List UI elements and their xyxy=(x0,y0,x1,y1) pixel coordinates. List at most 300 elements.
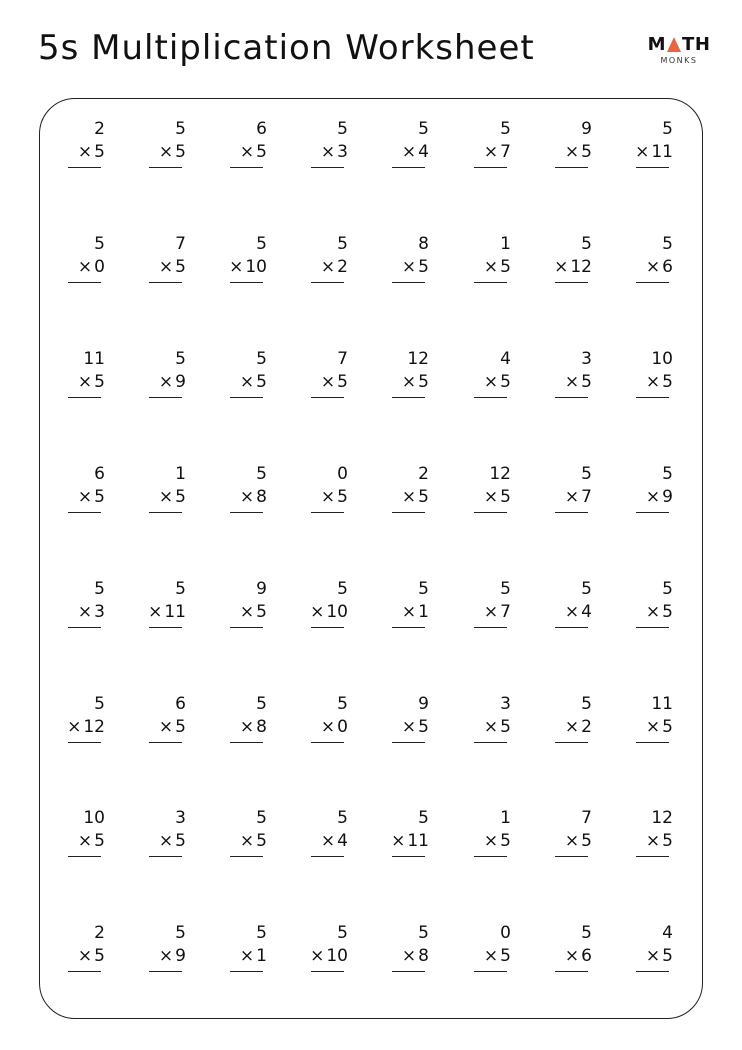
answer-line xyxy=(311,167,344,168)
multiply-sign: × xyxy=(401,142,417,162)
problem-bottom-number: 5 xyxy=(175,717,186,737)
problem-bottom-row xyxy=(484,946,511,966)
problem-bottom-row xyxy=(402,142,429,162)
problem-bottom-row xyxy=(646,372,673,392)
multiply-sign: × xyxy=(320,142,336,162)
multiply-sign: × xyxy=(320,372,336,392)
multiply-sign: × xyxy=(239,717,255,737)
problem-bottom-number: 5 xyxy=(175,257,186,277)
answer-line xyxy=(230,742,263,743)
multiply-sign: × xyxy=(77,602,93,622)
multiplication-problem xyxy=(229,119,269,169)
problem-bottom-number: 4 xyxy=(581,602,592,622)
problem-top-number: 2 xyxy=(94,119,105,139)
page-title: 5s Multiplication Worksheet xyxy=(38,28,535,68)
problem-top-number: 5 xyxy=(256,349,267,369)
multiply-sign: × xyxy=(158,257,174,277)
problem-bottom-row xyxy=(565,142,592,162)
multiplication-problem xyxy=(229,923,269,973)
problem-bottom-row xyxy=(240,831,267,851)
problem-top-number: 7 xyxy=(337,349,348,369)
answer-line xyxy=(636,512,669,513)
problem-bottom-row xyxy=(159,717,186,737)
problem-top-number: 3 xyxy=(175,808,186,828)
answer-line xyxy=(636,627,669,628)
problem-bottom-row xyxy=(554,257,592,277)
problem-top-number: 9 xyxy=(581,119,592,139)
problem-top-number: 5 xyxy=(581,694,592,714)
problem-bottom-row xyxy=(402,372,429,392)
multiply-sign: × xyxy=(320,717,336,737)
problem-top-number: 5 xyxy=(256,464,267,484)
multiplication-problem xyxy=(148,579,188,629)
problem-bottom-row xyxy=(321,487,348,507)
multiplication-problem xyxy=(229,349,269,399)
multiplication-problem xyxy=(554,464,594,514)
problem-bottom-number: 11 xyxy=(651,142,673,162)
multiply-sign: × xyxy=(239,946,255,966)
problem-top-number: 9 xyxy=(256,579,267,599)
problem-bottom-number: 5 xyxy=(418,487,429,507)
problem-top-number: 5 xyxy=(94,694,105,714)
answer-line xyxy=(474,282,507,283)
problem-bottom-number: 5 xyxy=(662,831,673,851)
multiplication-problem xyxy=(67,579,107,629)
multiplication-problem xyxy=(391,234,431,284)
answer-line xyxy=(149,167,182,168)
problem-top-number: 5 xyxy=(500,119,511,139)
answer-line xyxy=(311,512,344,513)
problem-bottom-row xyxy=(78,142,105,162)
problem-bottom-number: 0 xyxy=(94,257,105,277)
logo-subtitle: MONKS xyxy=(660,56,698,65)
problem-top-number: 5 xyxy=(581,579,592,599)
multiplication-problem xyxy=(67,349,107,399)
multiply-sign: × xyxy=(645,946,661,966)
problem-top-number: 9 xyxy=(418,694,429,714)
multiplication-problem xyxy=(310,923,350,973)
multiply-sign: × xyxy=(239,142,255,162)
answer-line xyxy=(392,167,425,168)
problem-top-number: 5 xyxy=(500,579,511,599)
problem-bottom-number: 11 xyxy=(164,602,186,622)
problem-top-number: 5 xyxy=(581,464,592,484)
multiplication-problem xyxy=(67,464,107,514)
problem-bottom-number: 2 xyxy=(581,717,592,737)
answer-line xyxy=(474,167,507,168)
multiplication-problem xyxy=(310,694,350,744)
problem-bottom-row xyxy=(159,372,186,392)
problem-top-number: 5 xyxy=(256,694,267,714)
multiplication-problem xyxy=(554,349,594,399)
multiply-sign: × xyxy=(483,487,499,507)
problem-top-number: 0 xyxy=(500,923,511,943)
multiply-sign: × xyxy=(564,142,580,162)
problem-bottom-number: 0 xyxy=(337,717,348,737)
problem-bottom-number: 10 xyxy=(245,257,267,277)
problem-bottom-row xyxy=(159,142,186,162)
answer-line xyxy=(474,397,507,398)
multiplication-problem xyxy=(148,119,188,169)
problem-bottom-row xyxy=(240,487,267,507)
problem-bottom-row xyxy=(484,142,511,162)
multiplication-problem xyxy=(391,694,431,744)
problem-bottom-number: 5 xyxy=(500,946,511,966)
multiplication-problem xyxy=(310,808,350,858)
multiply-sign: × xyxy=(564,372,580,392)
multiply-sign: × xyxy=(77,257,93,277)
problem-top-number: 10 xyxy=(83,808,105,828)
problem-bottom-row xyxy=(240,602,267,622)
multiply-sign: × xyxy=(77,831,93,851)
answer-line xyxy=(636,971,669,972)
multiply-sign: × xyxy=(483,831,499,851)
multiplication-problem xyxy=(554,234,594,284)
problem-bottom-row xyxy=(240,142,267,162)
multiplication-problem xyxy=(391,808,431,858)
multiply-sign: × xyxy=(645,831,661,851)
multiply-sign: × xyxy=(310,946,325,966)
multiply-sign: × xyxy=(77,487,93,507)
problem-bottom-row xyxy=(402,946,429,966)
problem-bottom-number: 5 xyxy=(500,831,511,851)
problem-top-number: 5 xyxy=(256,234,267,254)
multiply-sign: × xyxy=(239,487,255,507)
problem-bottom-row xyxy=(78,257,105,277)
answer-line xyxy=(149,627,182,628)
problem-top-number: 5 xyxy=(418,923,429,943)
answer-line xyxy=(636,167,669,168)
multiply-sign: × xyxy=(320,257,336,277)
problem-bottom-number: 8 xyxy=(256,717,267,737)
problem-top-number: 2 xyxy=(94,923,105,943)
answer-line xyxy=(474,971,507,972)
problem-bottom-number: 5 xyxy=(175,831,186,851)
problem-top-number: 5 xyxy=(175,119,186,139)
problem-bottom-row xyxy=(321,717,348,737)
multiplication-problem xyxy=(473,119,513,169)
problem-bottom-number: 5 xyxy=(581,142,592,162)
multiply-sign: × xyxy=(564,831,580,851)
problem-bottom-number: 10 xyxy=(326,946,348,966)
multiplication-problem xyxy=(229,234,269,284)
problem-top-number: 5 xyxy=(581,234,592,254)
multiply-sign: × xyxy=(564,602,580,622)
problem-bottom-number: 5 xyxy=(500,257,511,277)
problem-top-number: 5 xyxy=(662,234,673,254)
answer-line xyxy=(392,856,425,857)
multiply-sign: × xyxy=(158,946,174,966)
problem-top-number: 6 xyxy=(256,119,267,139)
problem-top-number: 7 xyxy=(581,808,592,828)
answer-line xyxy=(311,971,344,972)
problem-bottom-number: 5 xyxy=(94,487,105,507)
problem-bottom-number: 7 xyxy=(581,487,592,507)
multiply-sign: × xyxy=(148,602,163,622)
problem-bottom-number: 5 xyxy=(662,946,673,966)
answer-line xyxy=(392,971,425,972)
answer-line xyxy=(311,627,344,628)
problem-top-number: 5 xyxy=(418,808,429,828)
problem-bottom-number: 8 xyxy=(418,946,429,966)
multiplication-problem xyxy=(148,464,188,514)
multiplication-problem xyxy=(67,923,107,973)
answer-line xyxy=(474,627,507,628)
multiplication-problem xyxy=(473,234,513,284)
multiply-sign: × xyxy=(483,717,499,737)
problem-bottom-row xyxy=(148,602,186,622)
multiplication-problem xyxy=(635,464,675,514)
problem-top-number: 5 xyxy=(662,119,673,139)
multiplication-problem xyxy=(554,579,594,629)
problem-bottom-row xyxy=(159,487,186,507)
multiply-sign: × xyxy=(158,487,174,507)
answer-line xyxy=(68,167,101,168)
answer-line xyxy=(474,742,507,743)
multiply-sign: × xyxy=(239,372,255,392)
answer-line xyxy=(68,627,101,628)
multiplication-problem xyxy=(67,808,107,858)
multiplication-problem xyxy=(391,579,431,629)
problem-bottom-row xyxy=(321,372,348,392)
problem-bottom-number: 3 xyxy=(94,602,105,622)
multiply-sign: × xyxy=(310,602,325,622)
multiplication-problem xyxy=(635,119,675,169)
multiplication-problem xyxy=(310,464,350,514)
problem-top-number: 5 xyxy=(256,923,267,943)
problem-bottom-row xyxy=(565,717,592,737)
problem-bottom-row xyxy=(484,487,511,507)
problem-bottom-number: 5 xyxy=(175,142,186,162)
answer-line xyxy=(230,167,263,168)
multiplication-problem xyxy=(473,923,513,973)
multiplication-problem xyxy=(310,349,350,399)
answer-line xyxy=(149,856,182,857)
problem-top-number: 5 xyxy=(94,579,105,599)
multiply-sign: × xyxy=(564,717,580,737)
problem-bottom-number: 6 xyxy=(581,946,592,966)
multiply-sign: × xyxy=(645,372,661,392)
problem-bottom-row xyxy=(565,372,592,392)
problem-bottom-row xyxy=(646,487,673,507)
answer-line xyxy=(555,971,588,972)
problem-top-number: 6 xyxy=(175,694,186,714)
problem-bottom-row xyxy=(402,717,429,737)
multiplication-problem xyxy=(391,119,431,169)
multiply-sign: × xyxy=(239,602,255,622)
problem-bottom-row xyxy=(240,717,267,737)
problem-bottom-number: 5 xyxy=(500,372,511,392)
multiply-sign: × xyxy=(158,831,174,851)
multiply-sign: × xyxy=(158,717,174,737)
problem-top-number: 4 xyxy=(500,349,511,369)
multiply-sign: × xyxy=(564,946,580,966)
problem-bottom-number: 4 xyxy=(337,831,348,851)
problem-bottom-number: 5 xyxy=(256,831,267,851)
problem-bottom-number: 6 xyxy=(662,257,673,277)
problem-bottom-number: 11 xyxy=(407,831,429,851)
answer-line xyxy=(555,167,588,168)
problem-bottom-number: 5 xyxy=(337,372,348,392)
multiply-sign: × xyxy=(239,831,255,851)
answer-line xyxy=(68,742,101,743)
multiplication-problem xyxy=(473,808,513,858)
problem-top-number: 5 xyxy=(581,923,592,943)
problem-bottom-row xyxy=(402,487,429,507)
problem-bottom-number: 5 xyxy=(175,487,186,507)
problem-top-number: 8 xyxy=(418,234,429,254)
multiplication-problem xyxy=(310,234,350,284)
answer-line xyxy=(636,742,669,743)
problem-top-number: 5 xyxy=(337,234,348,254)
problem-top-number: 5 xyxy=(175,349,186,369)
answer-line xyxy=(555,742,588,743)
multiply-sign: × xyxy=(554,257,569,277)
answer-line xyxy=(392,397,425,398)
problem-bottom-row xyxy=(78,946,105,966)
problem-top-number: 5 xyxy=(256,808,267,828)
problem-top-number: 5 xyxy=(662,464,673,484)
answer-line xyxy=(392,282,425,283)
problem-bottom-row xyxy=(484,602,511,622)
problem-bottom-row xyxy=(159,257,186,277)
problem-top-number: 11 xyxy=(83,349,105,369)
multiplication-problem xyxy=(67,694,107,744)
multiply-sign: × xyxy=(320,487,336,507)
multiplication-problem xyxy=(635,808,675,858)
problem-top-number: 4 xyxy=(662,923,673,943)
multiplication-problem xyxy=(67,234,107,284)
multiply-sign: × xyxy=(635,142,650,162)
problem-bottom-row xyxy=(484,257,511,277)
multiply-sign: × xyxy=(77,372,93,392)
problem-top-number: 1 xyxy=(175,464,186,484)
problem-bottom-row xyxy=(229,257,267,277)
problem-bottom-row xyxy=(565,946,592,966)
multiplication-problem xyxy=(473,579,513,629)
multiply-sign: × xyxy=(564,487,580,507)
multiplication-problem xyxy=(229,808,269,858)
problem-bottom-row xyxy=(484,372,511,392)
problem-bottom-number: 5 xyxy=(418,257,429,277)
problem-bottom-number: 5 xyxy=(256,142,267,162)
problem-bottom-row xyxy=(635,142,673,162)
problem-bottom-row xyxy=(240,946,267,966)
problem-top-number: 5 xyxy=(175,579,186,599)
problem-bottom-number: 8 xyxy=(256,487,267,507)
problem-bottom-number: 1 xyxy=(418,602,429,622)
problem-top-number: 5 xyxy=(337,923,348,943)
problem-bottom-number: 5 xyxy=(256,372,267,392)
answer-line xyxy=(68,971,101,972)
multiplication-problem xyxy=(554,119,594,169)
problem-top-number: 5 xyxy=(337,808,348,828)
answer-line xyxy=(149,971,182,972)
problem-top-number: 5 xyxy=(337,694,348,714)
problem-bottom-number: 9 xyxy=(662,487,673,507)
problem-bottom-row xyxy=(391,831,429,851)
problem-bottom-row xyxy=(402,602,429,622)
multiply-sign: × xyxy=(229,257,244,277)
multiply-sign: × xyxy=(401,717,417,737)
answer-line xyxy=(636,397,669,398)
problem-bottom-row xyxy=(78,602,105,622)
answer-line xyxy=(230,627,263,628)
multiply-sign: × xyxy=(391,831,406,851)
multiplication-problem xyxy=(310,119,350,169)
problem-bottom-row xyxy=(78,487,105,507)
multiplication-problem xyxy=(635,349,675,399)
multiplication-problem xyxy=(310,579,350,629)
answer-line xyxy=(392,742,425,743)
answer-line xyxy=(68,282,101,283)
problem-bottom-row xyxy=(565,602,592,622)
problem-top-number: 3 xyxy=(500,694,511,714)
multiplication-problem xyxy=(391,464,431,514)
multiplication-problem xyxy=(635,234,675,284)
problem-bottom-number: 5 xyxy=(418,372,429,392)
multiply-sign: × xyxy=(401,602,417,622)
multiplication-problem xyxy=(148,923,188,973)
answer-line xyxy=(555,397,588,398)
problem-bottom-row xyxy=(646,257,673,277)
problem-bottom-number: 10 xyxy=(326,602,348,622)
multiplication-problem xyxy=(148,694,188,744)
problem-bottom-row xyxy=(646,602,673,622)
problem-bottom-row xyxy=(159,946,186,966)
problem-top-number: 1 xyxy=(500,234,511,254)
problem-bottom-number: 5 xyxy=(581,372,592,392)
multiplication-problem xyxy=(229,694,269,744)
answer-line xyxy=(311,742,344,743)
answer-line xyxy=(636,282,669,283)
problem-bottom-number: 12 xyxy=(570,257,592,277)
multiplication-problem xyxy=(554,694,594,744)
problem-bottom-number: 5 xyxy=(662,717,673,737)
answer-line xyxy=(68,856,101,857)
problem-top-number: 12 xyxy=(489,464,511,484)
problem-bottom-row xyxy=(484,831,511,851)
answer-line xyxy=(230,397,263,398)
problem-bottom-number: 5 xyxy=(337,487,348,507)
problem-top-number: 6 xyxy=(94,464,105,484)
multiply-sign: × xyxy=(401,372,417,392)
multiplication-problem xyxy=(554,923,594,973)
multiplication-problem xyxy=(229,579,269,629)
multiply-sign: × xyxy=(320,831,336,851)
multiply-sign: × xyxy=(645,257,661,277)
multiplication-problem xyxy=(473,694,513,744)
problem-bottom-number: 5 xyxy=(94,142,105,162)
problem-bottom-number: 9 xyxy=(175,946,186,966)
problem-bottom-row xyxy=(78,831,105,851)
problem-bottom-number: 5 xyxy=(500,717,511,737)
problem-bottom-number: 12 xyxy=(83,717,105,737)
problem-top-number: 7 xyxy=(175,234,186,254)
problem-bottom-number: 1 xyxy=(256,946,267,966)
problem-top-number: 5 xyxy=(337,119,348,139)
multiply-sign: × xyxy=(483,946,499,966)
multiply-sign: × xyxy=(645,602,661,622)
multiplication-problem xyxy=(635,694,675,744)
problem-bottom-number: 5 xyxy=(94,372,105,392)
problem-bottom-row xyxy=(321,257,348,277)
multiply-sign: × xyxy=(401,946,417,966)
problem-bottom-row xyxy=(310,602,348,622)
problem-bottom-row xyxy=(646,717,673,737)
multiply-sign: × xyxy=(483,142,499,162)
answer-line xyxy=(230,971,263,972)
